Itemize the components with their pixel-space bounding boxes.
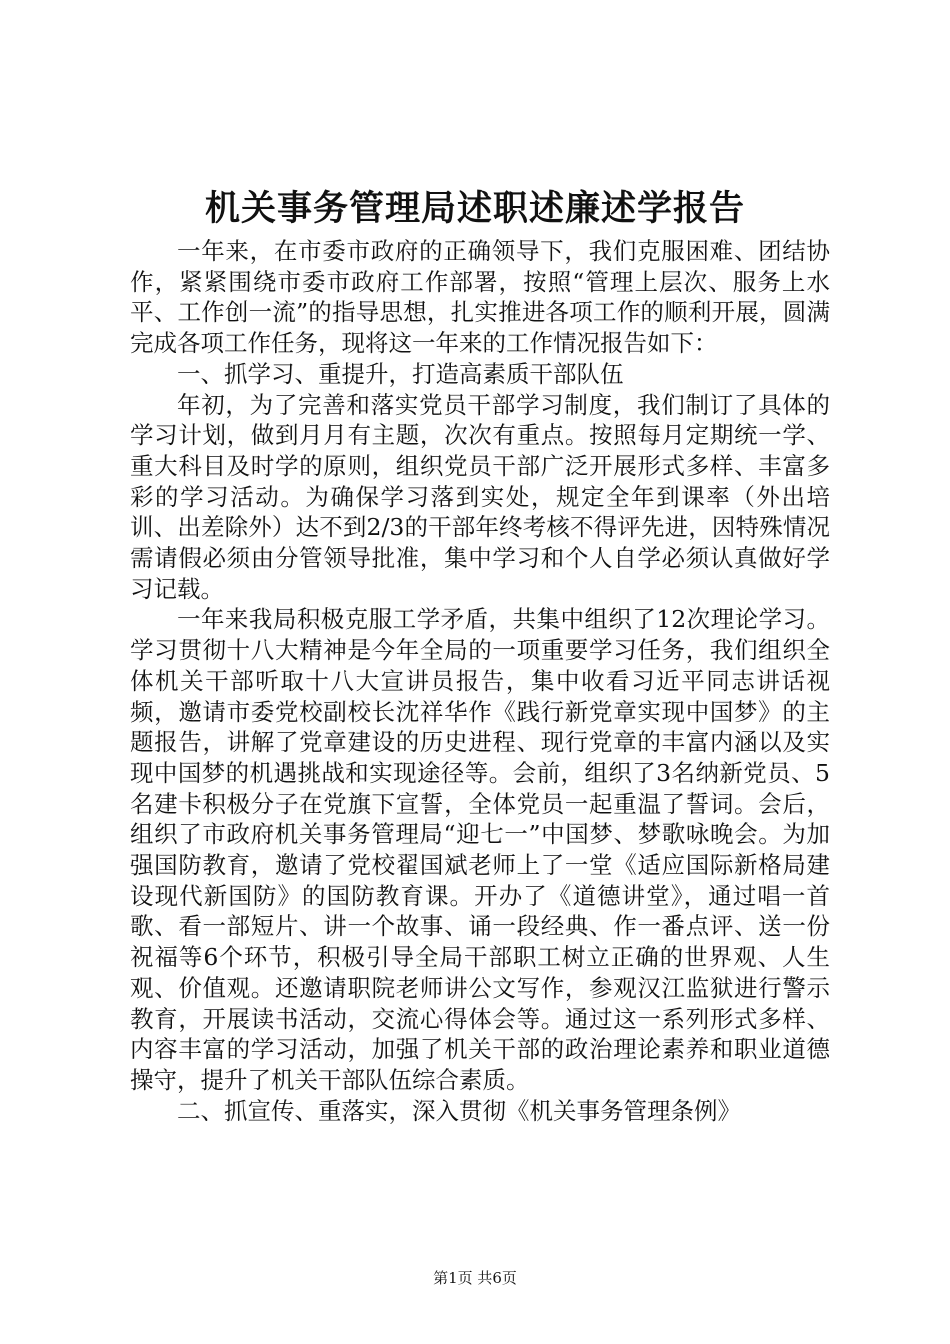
- section-heading-2: 二、抓宣传、重落实，深入贯彻《机关事务管理条例》: [177, 1096, 741, 1125]
- body-paragraph: 一年来我局积极克服工学矛盾，共集中组织了12次理论学习。学习贯彻十八大精神是今年全局的一项重要学习任务，我们组织全体机关干部听取十八大宣讲员报告，集中收看习近平同志讲话视频，邀请市委党校副校长沈祥华作《践行新党章实现中国梦》的主题报告，讲解了党章建设的历史进程、现行党章的丰富内涵以及实现中国梦的机遇挑战和实现途径等。会前，组织了3名纳新党员、5名建卡积极分子在党旗下宣誓，全体党员一起重温了誓词。会后，组织了市政府机关事务管理局“迎七一”中国梦、梦歌咏晚会。为加强国防教育，邀请了党校翟国斌老师上了一堂《适应国际新格局建设现代新国防》的国防教育课。开办了《道德讲堂》，通过唱一首歌、看一部短片、讲一个故事、诵一段经典、作一番点评、送一份祝福等6个环节，积极引导全局干部职工树立正确的世界观、人生观、价值观。还邀请职院老师讲公文写作，参观汉江监狱进行警示教育，开展读书活动，交流心得体会等。通过这一系列形式多样、内容丰富的学习活动，加强了机关干部的政治理论素养和职业道德操守，提升了机关干部队伍综合素质。: [130, 605, 830, 1094]
- page-number-footer: 第1页 共6页: [433, 1269, 517, 1287]
- body-paragraph: 年初，为了完善和落实党员干部学习制度，我们制订了具体的学习计划，做到月月有主题，次次有重点。按照每月定期统一学、重大科目及时学的原则，组织党员干部广泛开展形式多样、丰富多彩的学习活动。为确保学习落到实处，规定全年到课率（外出培训、出差除外）达不到2/3的干部年终考核不得评先进，因特殊情况需请假必须由分管领导批准，集中学习和个人自学必须认真做好学习记载。: [130, 390, 830, 603]
- document-body: [130, 236, 830, 1126]
- document-title: 机关事务管理局述职述廉述学报告: [204, 188, 745, 229]
- intro-paragraph: 一年来，在市委市政府的正确领导下，我们克服困难、团结协作，紧紧围绕市委市政府工作部署，按照“管理上层次、服务上水平、工作创一流”的指导思想，扎实推进各项工作的顺利开展，圆满完成各项工作任务，现将这一年来的工作情况报告如下：: [130, 237, 830, 358]
- section-heading-1: 一、抓学习、重提升，打造高素质干部队伍: [177, 359, 624, 388]
